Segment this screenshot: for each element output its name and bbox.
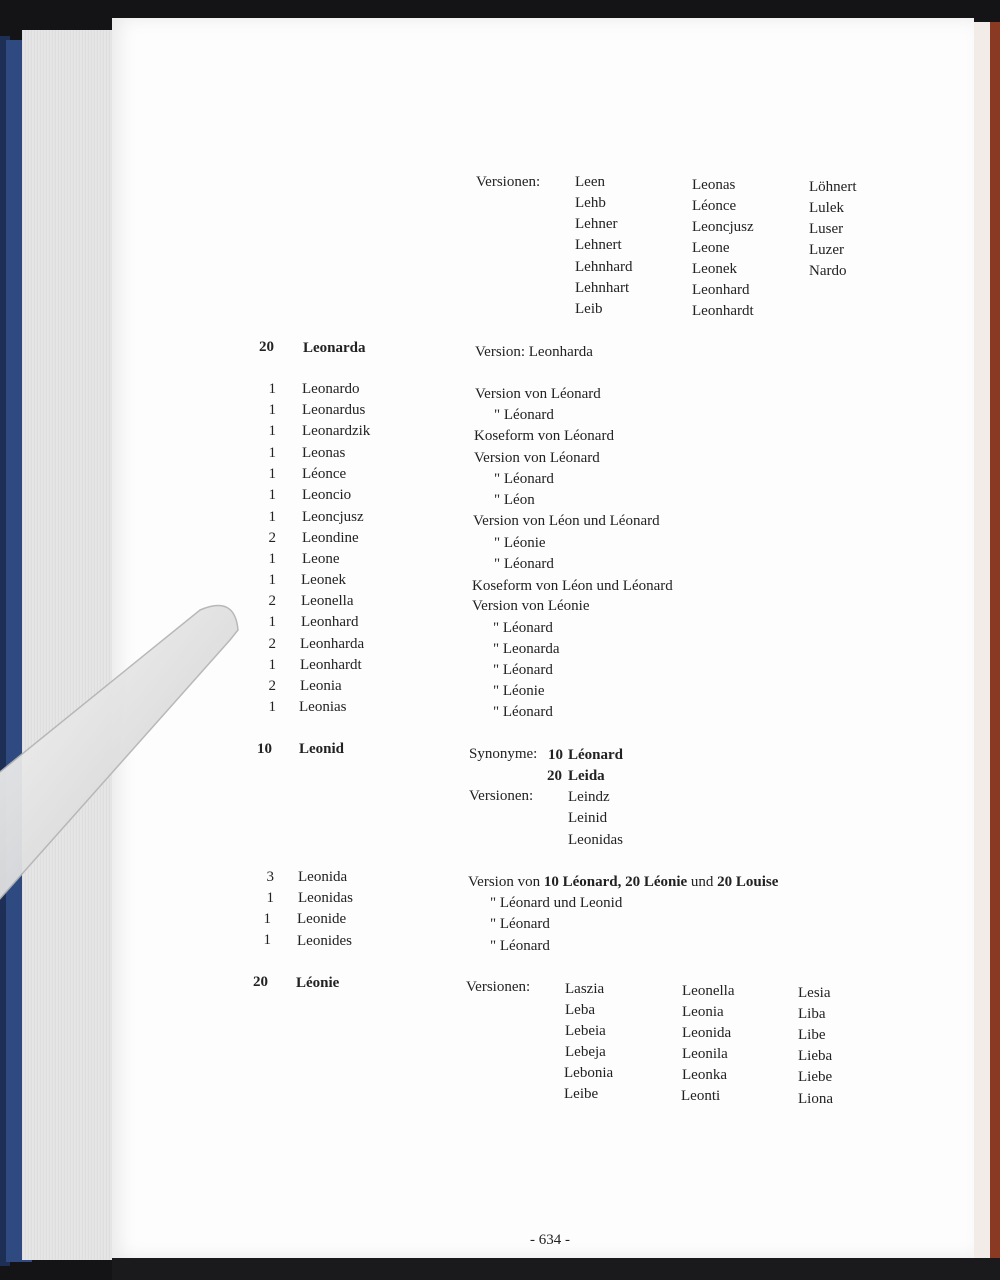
version-name: Leonida: [682, 1025, 732, 1041]
version-name: Leib: [575, 301, 603, 317]
entry-name: Leonides: [297, 933, 352, 949]
version-name: Leonella: [682, 983, 735, 999]
entry-description: " Léonard und Leonid: [490, 895, 623, 911]
entry-description: " Léonard: [494, 471, 554, 487]
synonym-name: Leida: [568, 768, 605, 784]
entry-count: 2: [268, 530, 276, 546]
entry-name: Leonidas: [298, 890, 353, 906]
entry-description: Koseform von Léon und Léonard: [472, 578, 673, 594]
version-name: Lebeia: [565, 1023, 606, 1039]
entry-name: Leonarda: [303, 340, 366, 356]
entry-description: " Léonie: [494, 535, 546, 551]
entry-name: Léonie: [296, 975, 340, 991]
version-name: Lulek: [809, 200, 844, 216]
entry-name: Leoncjusz: [302, 509, 364, 525]
version-name: Leonka: [682, 1067, 727, 1083]
entry-description: Koseform von Léonard: [474, 428, 614, 444]
page-number: - 634 -: [530, 1232, 570, 1248]
version-name: Léonce: [692, 198, 737, 214]
version-name: Luzer: [809, 242, 844, 258]
entry-description: Version: Leonharda: [475, 344, 593, 360]
entry-count: 1: [268, 445, 276, 461]
versions-label: Versionen:: [469, 788, 534, 804]
entry-description: " Léonard: [494, 407, 554, 423]
version-name: Lehb: [575, 195, 606, 211]
entry-description: " Léonie: [493, 683, 545, 699]
entry-count: 1: [268, 402, 276, 418]
version-name: Libe: [798, 1027, 826, 1043]
entry-count: 1: [263, 911, 271, 927]
version-name: Lieba: [798, 1048, 833, 1064]
entry-name: Leoncio: [302, 487, 352, 503]
book-page: [112, 18, 974, 1258]
entry-description: " Léon: [494, 492, 535, 508]
version-name: Leba: [565, 1002, 595, 1018]
entry-count: 1: [266, 890, 274, 906]
entry-name: Leonida: [298, 869, 348, 885]
description-bold: 20 Louise: [717, 874, 779, 890]
entry-count: 1: [268, 699, 276, 715]
entry-name: Leonharda: [300, 636, 365, 652]
version-name: Luser: [809, 221, 844, 237]
version-name: Lehnhart: [575, 280, 630, 296]
version-name: Leonia: [682, 1004, 724, 1020]
entry-count: 2: [268, 593, 276, 609]
entry-description: " Léonard: [493, 704, 553, 720]
version-name: Leonti: [681, 1088, 721, 1104]
version-name: Leonidas: [568, 832, 623, 848]
version-name: Leone: [692, 240, 730, 256]
version-name: Leindz: [568, 789, 610, 805]
entry-description: " Léonard: [493, 662, 553, 678]
version-name: Liebe: [798, 1069, 833, 1085]
entry-count: 20: [253, 974, 268, 990]
entry-name: Leonas: [302, 445, 346, 461]
synonym-name: Léonard: [568, 747, 624, 763]
versions-label: Versionen:: [476, 174, 541, 190]
entry-description: Version von Léonard: [475, 386, 601, 402]
synonyms-label: Synonyme:: [469, 746, 538, 762]
entry-count: 1: [268, 487, 276, 503]
entry-description: " Leonarda: [493, 641, 560, 657]
entry-name: Leonia: [300, 678, 342, 694]
entry-description: " Léonard: [493, 620, 553, 636]
entry-count: 20: [259, 339, 274, 355]
entry-count: 1: [268, 381, 276, 397]
entry-description: " Léonard: [490, 938, 550, 954]
version-name: Lesia: [798, 985, 831, 1001]
version-name: Leonhard: [692, 282, 750, 298]
entry-count: 1: [268, 466, 276, 482]
version-name: Leonhardt: [692, 303, 754, 319]
entry-name: Leonek: [301, 572, 346, 588]
version-name: Lehnert: [575, 237, 622, 253]
version-name: Lehner: [575, 216, 618, 232]
version-name: Lehnhard: [575, 259, 633, 275]
entry-count: 1: [263, 932, 271, 948]
description-bold: 10 Léonard, 20 Léonie: [543, 874, 688, 890]
version-name: Löhnert: [809, 179, 857, 195]
entry-name: Leonardus: [302, 402, 366, 418]
version-name: Leibe: [564, 1086, 599, 1102]
entry-name: Léonce: [302, 466, 347, 482]
right-cover-band: [990, 22, 1000, 1262]
entry-description: Version von Léon und Léonard: [473, 513, 660, 529]
entry-count: 2: [268, 636, 276, 652]
version-name: Leonas: [692, 177, 736, 193]
entry-count: 2: [268, 678, 276, 694]
entry-count: 1: [268, 423, 276, 439]
entry-count: 1: [268, 551, 276, 567]
synonym-count: 10: [548, 747, 563, 763]
entry-count: 1: [268, 572, 276, 588]
entry-description: Version von Léonard: [474, 450, 600, 466]
entry-count: 1: [268, 614, 276, 630]
entry-description: [468, 873, 778, 891]
version-name: Leoncjusz: [692, 219, 754, 235]
entry-name: Leonella: [301, 593, 354, 609]
entry-name: Leonhard: [301, 614, 359, 630]
entry-name: Leonide: [297, 911, 347, 927]
entry-count: 10: [257, 741, 272, 757]
description-text: Version von: [468, 874, 544, 890]
version-name: Leinid: [568, 810, 608, 826]
page-stack-edge: [22, 30, 122, 1260]
version-name: Leen: [575, 174, 605, 190]
version-name: Laszia: [565, 981, 605, 997]
version-name: Lebonia: [564, 1065, 614, 1081]
entry-name: Leondine: [302, 530, 359, 546]
entry-count: 1: [268, 509, 276, 525]
version-name: Liba: [798, 1006, 826, 1022]
entry-description: " Léonard: [494, 556, 554, 572]
entry-name: Leonardo: [302, 381, 360, 397]
entry-count: 1: [268, 657, 276, 673]
entry-description: Version von Léonie: [472, 598, 590, 614]
page-shadow: [112, 1258, 1000, 1280]
entry-count: 3: [266, 869, 274, 885]
version-name: Nardo: [809, 263, 847, 279]
versions-label: Versionen:: [466, 979, 531, 995]
entry-name: Leonardzik: [302, 423, 371, 439]
description-text: und: [687, 874, 718, 890]
entry-name: Leonhardt: [300, 657, 362, 673]
version-name: Leonila: [682, 1046, 728, 1062]
entry-description: " Léonard: [490, 916, 550, 932]
version-name: Liona: [798, 1091, 833, 1107]
version-name: Leonek: [692, 261, 737, 277]
entry-name: Leonias: [299, 699, 347, 715]
version-name: Lebeja: [565, 1044, 606, 1060]
synonym-count: 20: [547, 768, 562, 784]
entry-name: Leonid: [299, 741, 345, 757]
entry-name: Leone: [302, 551, 340, 567]
